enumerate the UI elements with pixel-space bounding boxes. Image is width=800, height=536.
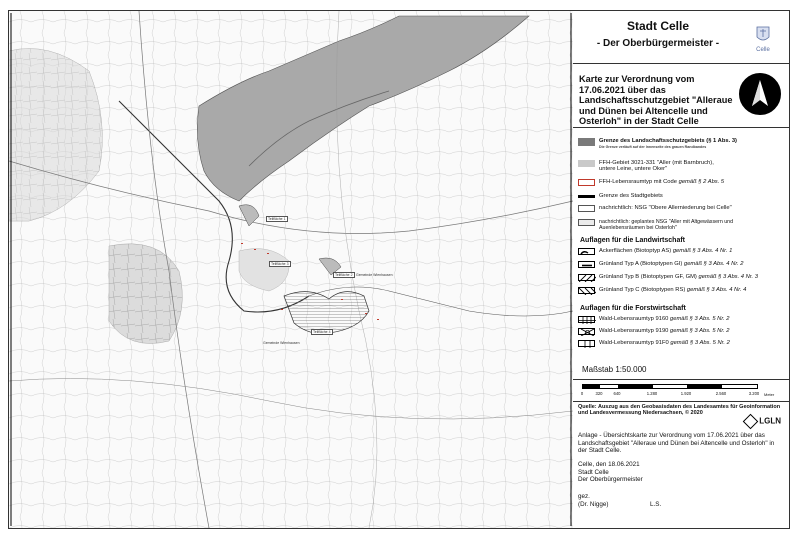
north-arrow-icon <box>739 73 781 115</box>
celle-coat-of-arms-icon <box>747 23 779 55</box>
forest-1-ref: gemäß § 3 Abs. 5 Nr. 2 <box>670 316 730 322</box>
nsg2-swatch-icon <box>578 219 595 226</box>
forest-3-ref: gemäß § 3 Abs. 5 Nr. 2 <box>670 340 730 346</box>
map-label-teilflaeche-3: Teilfläche 3 <box>271 262 289 266</box>
ffh-type-label: FFH-Lebensraumtyp mit Code <box>599 179 677 185</box>
city-boundary-label: Grenze des Stadtgebiets <box>599 193 663 199</box>
lgln-text: LGLN <box>759 416 781 426</box>
scale-tick: 3.200 <box>748 391 760 396</box>
forest-2-label: Wald-Lebensraumtyp 9190 <box>599 328 669 334</box>
ffh-label: FFH-Gebiet 3021-331 "Aller (mit Barnbruch), untere Leine, untere Oker" <box>599 160 714 173</box>
map-title: Karte zur Verordnung vom 17.06.2021 über das Landschaftsschutzgebiet "Alleraue und Dünen bei Altencelle und Osterloh" in der Stadt Celle <box>579 74 733 127</box>
signer-name: (Dr. Nigge) <box>578 500 609 508</box>
map-place-wienhausen-1: Gemeinde Wienhausen <box>356 273 393 277</box>
agri-2-ref: gemäß § 3 Abs. 4 Nr. 2 <box>683 261 744 267</box>
date-line: Celle, den 18.06.2021 <box>578 461 640 468</box>
nsg1-label: nachrichtlich: NSG "Obere Allerniederung bei Celle" <box>599 205 732 211</box>
footer <box>573 404 789 528</box>
lgln-icon <box>743 414 759 430</box>
map-title-box <box>573 67 789 128</box>
city-title: Stadt Celle <box>626 19 689 33</box>
scale-tick: 640 <box>613 391 621 396</box>
scale-tick: 1.920 <box>680 391 692 396</box>
agri-4-ref: gemäß § 3 Abs. 4 Nr. 4 <box>686 287 747 293</box>
ffh-type-swatch-icon <box>578 179 595 186</box>
forest-1-label: Wald-Lebensraumtyp 9160 <box>599 316 669 322</box>
wald-9160-swatch-icon <box>578 316 595 323</box>
scale-seg <box>583 385 600 388</box>
scale-tick: 0 <box>580 391 584 396</box>
acker-swatch-icon <box>578 248 595 255</box>
sign-gez: gez. <box>578 493 590 500</box>
header-box <box>573 11 789 64</box>
map-label-teilflaeche-4: Teilfläche 4 <box>313 330 331 334</box>
scale-unit: Meter <box>764 392 775 397</box>
nsg2-label: nachrichtlich: geplantes NSG "Aller mit Altgewässern und Auenlebensräumen bei Osterloh" <box>599 219 734 232</box>
agri-heading: Auflagen für die Landwirtschaft <box>580 237 686 244</box>
agri-1-label: Ackerflächen (Biotoptyp AS) <box>599 248 672 254</box>
agri-3-ref: gemäß § 3 Abs. 4 Nr. 3 <box>698 274 758 280</box>
forest-3-label: Wald-Lebensraumtyp 91F0 <box>599 340 669 346</box>
seal-ls: L.S. <box>650 500 662 508</box>
scale-tick: 320 <box>595 391 603 396</box>
map-drawing <box>9 11 573 528</box>
scale-tick: 2.560 <box>715 391 727 396</box>
ffh-type-ref: gemäß § 2 Abs. 5 <box>678 179 725 185</box>
agri-4-label: Grünland Typ C (Biotoptypen RS) <box>599 287 686 293</box>
nsg1-swatch-icon <box>578 205 595 212</box>
scale-tick: 1.280 <box>646 391 658 396</box>
boundary-sub: Die Grenze verläuft auf der Innenseite des grauen Randbandes <box>599 145 707 150</box>
wald-9190-swatch-icon <box>578 328 595 335</box>
boundary-swatch-icon <box>578 138 595 146</box>
scale-seg <box>618 385 653 388</box>
map-place-wienhausen-2: Gemeinde Wienhausen <box>263 341 300 345</box>
map-label-teilflaeche-2: Teilfläche 2 <box>335 273 353 277</box>
city-boundary-swatch-icon <box>578 195 595 198</box>
agri-2-label: Grünland Typ A (Biotoptypen GI) <box>599 261 683 267</box>
gruenland-c-swatch-icon <box>578 287 595 294</box>
logo-text: Celle <box>756 47 770 53</box>
forest-heading: Auflagen für die Forstwirtschaft <box>580 305 686 312</box>
map-canvas <box>8 10 574 529</box>
office-title: - Der Oberbürgermeister - <box>596 38 720 49</box>
scale-bar <box>582 384 758 389</box>
source-note: Quelle: Auszug aus den Geobasisdaten des Landesamtes für Geoinformation und Landesvermessung Niedersachsen, © 2020 <box>578 404 781 417</box>
gruenland-a-swatch-icon <box>578 261 595 268</box>
ffh-swatch-icon <box>578 160 595 167</box>
scale-box <box>573 353 789 402</box>
legend <box>573 131 789 380</box>
signature-block <box>578 493 783 508</box>
gruenland-b-swatch-icon <box>578 274 595 281</box>
annex-text: Anlage - Übersichtskarte zur Verordnung vom 17.06.2021 über das Landschaftsgebiet "Alleraue und Dünen bei Altencelle und Osterloh" in der Stadt Celle. <box>578 432 775 455</box>
scale-label: Maßstab 1:50.000 <box>582 365 647 374</box>
date-block <box>578 461 783 484</box>
wald-91f0-swatch-icon <box>578 340 595 347</box>
map-label-teilflaeche-1: Teilfläche 1 <box>268 217 286 221</box>
agri-3-label: Grünland Typ B (Biotoptypen GF, GM) <box>599 274 697 280</box>
scale-seg <box>687 385 722 388</box>
agri-1-ref: gemäß § 3 Abs. 4 Nr. 1 <box>672 248 733 254</box>
legend-panel <box>573 10 790 529</box>
forest-2-ref: gemäß § 3 Abs. 5 Nr. 2 <box>670 328 730 334</box>
lgln-logo <box>745 416 781 427</box>
city-line: Stadt Celle <box>578 468 609 476</box>
office-line: Der Oberbürgermeister <box>578 476 643 484</box>
boundary-label: Grenze des Landschaftsschutzgebiets (§ 1 Abs. 3) <box>599 138 737 144</box>
